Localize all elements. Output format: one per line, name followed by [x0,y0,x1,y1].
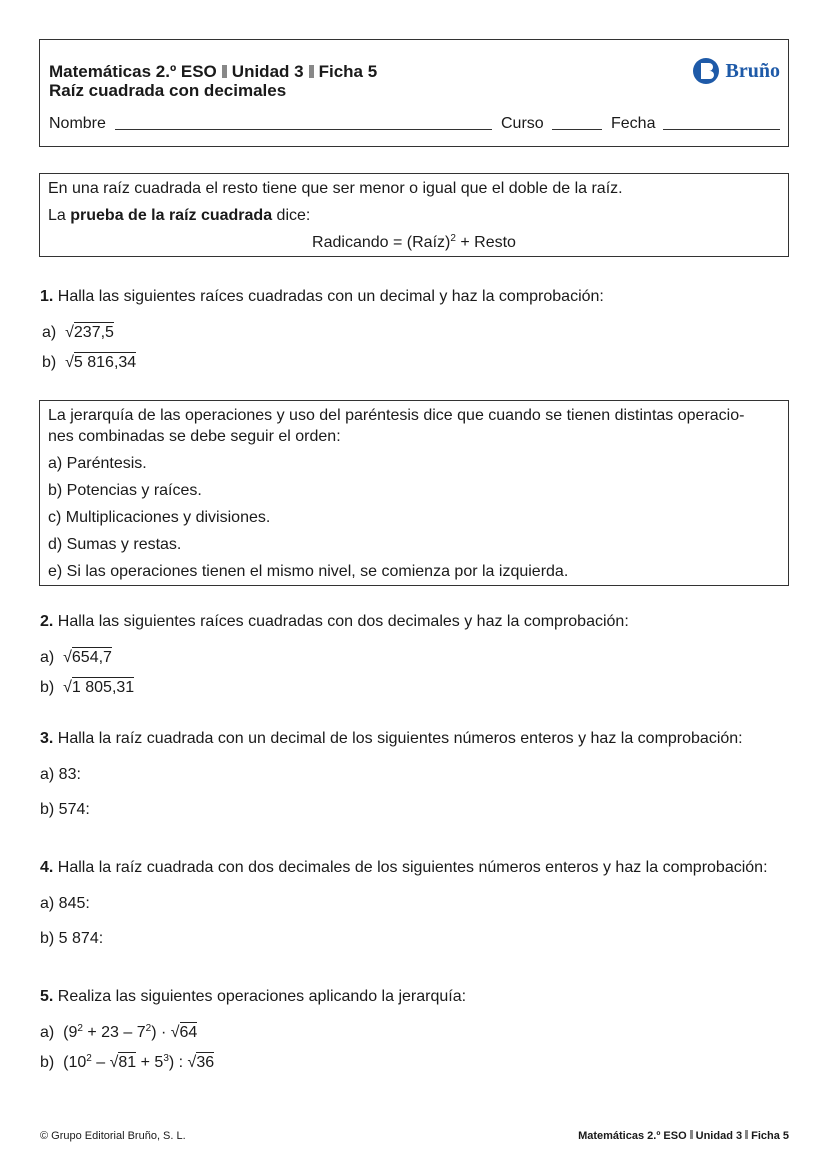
curso-line[interactable] [552,129,602,130]
exercise-4-statement: 4. Halla la raíz cuadrada con dos decimales de los siguientes números enteros y haz la comprobación: [40,859,768,876]
worksheet-subtitle: Raíz cuadrada con decimales [49,81,287,100]
fecha-label: Fecha [611,115,656,132]
rule-formula: Radicando = (Raíz)$^2$ + Resto [312,233,516,251]
hierarchy-box [39,400,789,586]
nombre-line[interactable] [115,129,492,130]
separator [745,1130,748,1139]
exercise-5b: b) $(10^2 - √81 + 5^3)$ : √36 [40,1053,215,1071]
hierarchy-intro-2: nes combinadas se debe seguir el orden: [48,428,341,445]
exercise-2-statement: 2. Halla las siguientes raíces cuadradas con dos decimales y haz la comprobación: [40,613,629,630]
curso-label: Curso [501,115,544,132]
rule-line1: En una raíz cuadrada el resto tiene que ser menor o igual que el doble de la raíz. [48,180,623,197]
separator [690,1130,693,1139]
separator [309,65,314,78]
exercise-1a: a) √237,5 [42,324,114,341]
nombre-label: Nombre [49,115,106,132]
exercise-5a: a) $(9^2 + 23 - 7^2) \cdot √64$ [40,1023,198,1041]
hierarchy-item: d) Sumas y restas. [48,536,182,553]
hierarchy-item: b) Potencias y raíces. [48,482,202,499]
exercise-5-statement: 5. Realiza las siguientes operaciones aplicando la jerarquía: [40,988,467,1005]
bruno-logo-icon [692,57,722,85]
worksheet-title: Matemáticas 2.º ESO Unidad 3 Ficha 5 [49,62,378,81]
hierarchy-intro-1: La jerarquía de las operaciones y uso del paréntesis dice que cuando se tienen distintas operacio- [48,407,745,424]
exercise-2a: a) √654,7 [40,649,112,666]
exercise-4a: a) 845: [40,895,90,912]
hierarchy-item: c) Multiplicaciones y divisiones. [48,509,271,526]
footer-copyright: © Grupo Editorial Bruño, S. L. [40,1130,186,1142]
header-box [39,39,789,147]
exercise-1-statement: 1. Halla las siguientes raíces cuadradas con un decimal y haz la comprobación: [40,288,604,305]
exercise-2b: b) √1 805,31 [40,679,135,696]
exercise-3b: b) 574: [40,801,90,818]
exercise-4b: b) 5 874: [40,930,104,947]
hierarchy-item: a) Paréntesis. [48,455,147,472]
brand-logo [692,57,780,85]
exercise-1b: b) √5 816,34 [42,354,137,371]
exercise-3a: a) 83: [40,766,81,783]
brand-name: Bruño [725,59,780,82]
hierarchy-item: e) Si las operaciones tienen el mismo nivel, se comienza por la izquierda. [48,563,569,580]
exercise-3-statement: 3. Halla la raíz cuadrada con un decimal de los siguientes números enteros y haz la comprobación: [40,730,743,747]
footer-reference: Matemáticas 2.º ESO Unidad 3 Ficha 5 [578,1130,789,1142]
separator [222,65,227,78]
rule-line2: La prueba de la raíz cuadrada dice: [48,207,311,224]
fecha-line[interactable] [663,129,780,130]
rule-box [39,173,789,257]
